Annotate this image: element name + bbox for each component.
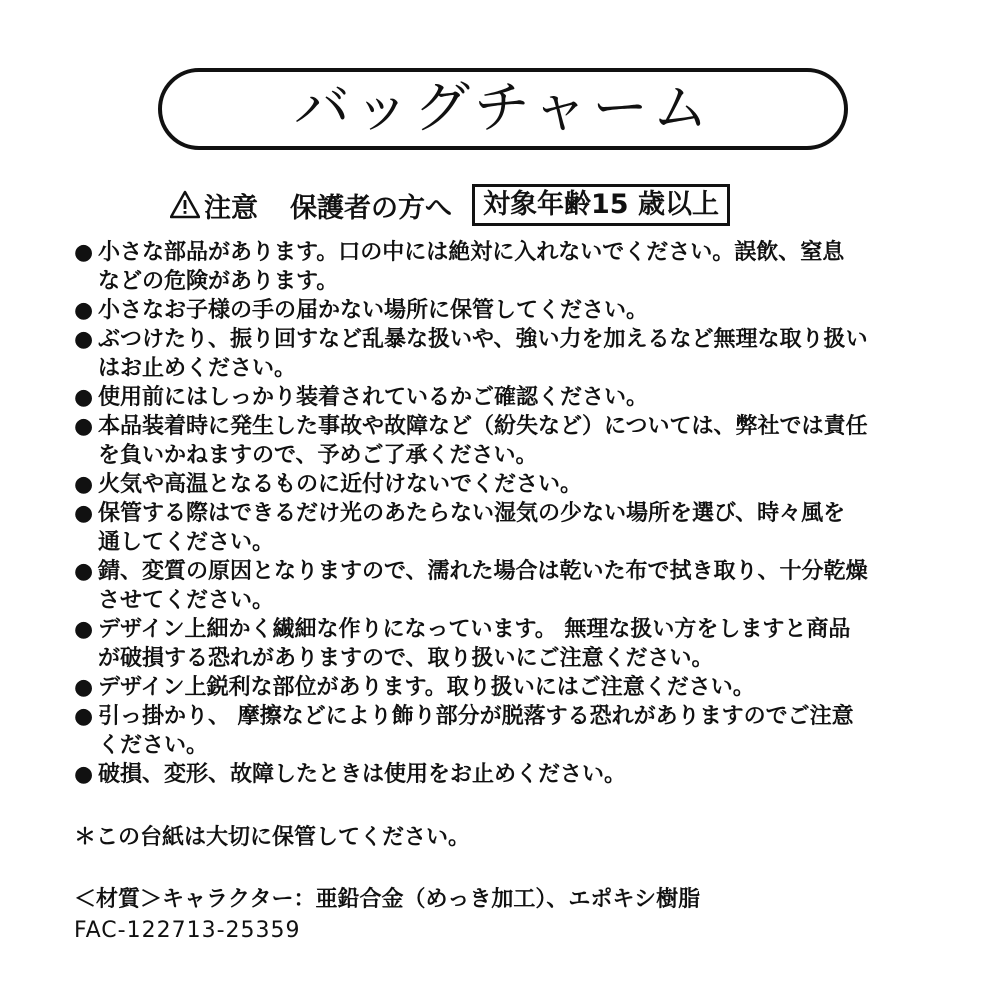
list-item-text: 保管する際はできるだけ光のあたらない湿気の少ない場所を選び、時々風を	[98, 501, 846, 526]
list-item-text: 本品装着時に発生した事故や故障など（紛失など）については、弊社では責任	[98, 414, 868, 439]
bullet-icon: ●	[74, 240, 94, 265]
list-item-text: 引っ掛かり、 摩擦などにより飾り部分が脱落する恐れがありますのでご注意	[98, 704, 854, 729]
list-item-text: を負いかねますので、予めご了承ください。	[98, 443, 538, 468]
list-item	[74, 325, 934, 383]
bullet-icon: ●	[74, 472, 94, 497]
list-item-text: 通してください。	[98, 530, 275, 555]
caution-label: 注意	[204, 192, 258, 224]
bullet-icon: ●	[74, 385, 94, 410]
bullet-icon: ●	[74, 762, 94, 787]
age-badge: 対象年齢15 歳以上	[472, 184, 730, 225]
list-item	[74, 557, 934, 615]
product-code: FAC-122713-25359	[74, 918, 301, 943]
material-info: ＜材質＞キャラクター：亜鉛合金（めっき加工）、エポキシ樹脂	[74, 887, 701, 912]
bullet-icon: ●	[74, 298, 94, 323]
list-item	[74, 412, 934, 470]
list-item-text: ください。	[98, 733, 209, 758]
list-item	[74, 615, 934, 673]
list-item-text: ぶつけたり、振り回すなど乱暴な扱いや、強い力を加えるなど無理な取り扱い	[98, 327, 868, 352]
footnote: ＊この台紙は大切に保管してください。	[74, 825, 471, 850]
list-item-text: などの危険があります。	[98, 269, 339, 294]
list-item	[74, 238, 934, 296]
list-item	[74, 499, 934, 557]
list-item-text: 小さなお子様の手の届かない場所に保管してください。	[98, 298, 649, 323]
list-item-text: デザイン上細かく繊細な作りになっています。 無理な扱い方をしますと商品	[98, 617, 851, 642]
list-item-text: 使用前にはしっかり装着されているかご確認ください。	[98, 385, 649, 410]
bullet-icon: ●	[74, 704, 94, 729]
bullet-icon: ●	[74, 559, 94, 584]
list-item-text: デザイン上鋭利な部位があります。取り扱いにはご注意ください。	[98, 675, 755, 700]
list-item	[74, 383, 934, 412]
list-item-text: 破損、変形、故障したときは使用をお止めください。	[98, 762, 627, 787]
warning-row	[170, 183, 730, 227]
warning-triangle-icon	[170, 190, 200, 220]
list-item-text: 火気や高温となるものに近付けないでください。	[98, 472, 583, 497]
list-item	[74, 470, 934, 499]
bullet-icon: ●	[74, 414, 94, 439]
list-item-text: させてください。	[98, 588, 275, 613]
title-box	[158, 68, 848, 150]
list-item-text: が破損する恐れがありますので、取り扱いにご注意ください。	[98, 646, 714, 671]
product-title: バッグチャーム	[293, 76, 713, 141]
list-item-text: はお止めください。	[98, 356, 297, 381]
list-item	[74, 673, 934, 702]
list-item	[74, 760, 934, 789]
list-item	[74, 702, 934, 760]
bullet-icon: ●	[74, 617, 94, 642]
bullet-icon: ●	[74, 501, 94, 526]
list-item-text: 錆、変質の原因となりますので、濡れた場合は乾いた布で拭き取り、十分乾燥	[98, 559, 868, 584]
caution-list	[74, 238, 934, 789]
audience-label: 保護者の方へ	[290, 192, 452, 224]
bullet-icon: ●	[74, 327, 94, 352]
bullet-icon: ●	[74, 675, 94, 700]
list-item-text: 小さな部品があります。口の中には絶対に入れないでください。誤飲、窒息	[98, 240, 845, 265]
list-item	[74, 296, 934, 325]
